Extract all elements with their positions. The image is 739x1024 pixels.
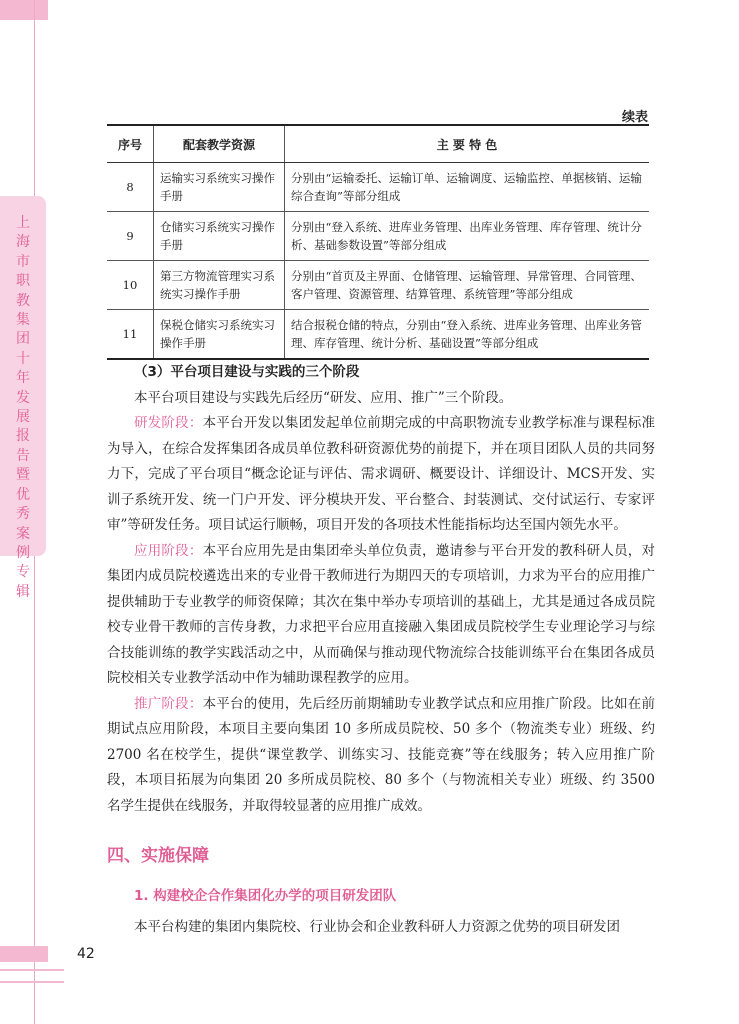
subsection-heading: 1. 构建校企合作集团化办学的项目研发团队 bbox=[134, 888, 397, 904]
row-resource: 第三方物流管理实习系统实习操作手册 bbox=[154, 261, 285, 310]
top-decor-bar bbox=[0, 0, 48, 20]
stage-label: 应用阶段： bbox=[134, 542, 203, 559]
row-features: 结合报税仓储的特点，分别由“登入系统、进库业务管理、出库业务管理、库存管理、统计分析、基础设置”等部分组成 bbox=[285, 310, 650, 360]
section-intro: 本平台项目建设与实践先后经历“研发、应用、推广”三个阶段。 bbox=[134, 389, 513, 406]
main-content bbox=[107, 360, 655, 941]
resource-table bbox=[107, 124, 649, 360]
paragraph-research bbox=[107, 411, 655, 539]
continuation-label: 续表 bbox=[621, 110, 648, 125]
table-row bbox=[107, 163, 649, 212]
stage-label: 推广阶段： bbox=[134, 695, 203, 712]
header-resource: 配套教学资源 bbox=[154, 125, 285, 163]
bottom-decor-rule bbox=[0, 981, 64, 983]
header-number: 序号 bbox=[107, 125, 154, 163]
stage-text: 本平台的使用，先后经历前期辅助专业教学试点和应用推广阶段。比如在前期试点应用阶段，本项目主要向集团 10 多所成员院校、50 多个（物流类专业）班级、约 2700 名在校学生，提供“课堂教学、训练实习、技能竞赛”等在线服务；转入应用推广阶段，本项目拓展为向集团 20 多所成员院校、80 多个（与物流相关专业）班级、约 3500 名学生提供在线服务，并取得较显著的应用推广成效。 bbox=[107, 695, 656, 814]
table-row bbox=[107, 212, 649, 261]
row-number: 8 bbox=[107, 163, 154, 212]
paragraph-promotion bbox=[107, 692, 655, 820]
chapter-heading: 四、实施保障 bbox=[107, 846, 209, 866]
section-heading: （3）平台项目建设与实践的三个阶段 bbox=[134, 364, 360, 380]
bottom-decor-rule bbox=[0, 969, 64, 971]
row-resource: 运输实习系统实习操作手册 bbox=[154, 163, 285, 212]
header-features: 主 要 特 色 bbox=[285, 125, 650, 163]
row-features: 分别由“运输委托、运输订单、运输调度、运输监控、单据核销、运输综合查询”等部分组成 bbox=[285, 163, 650, 212]
table-row bbox=[107, 310, 649, 360]
paragraph-team: 本平台构建的集团内集院校、行业协会和企业教科研人力资源之优势的项目研发团 bbox=[134, 919, 620, 935]
stage-text: 本平台开发以集团发起单位前期完成的中高职物流专业教学标准与课程标准为导入，在综合发挥集团各成员单位教科研资源优势的前提下，并在项目团队人员的共同努力下，完成了平台项目“概念论证与评估、需求调研、概要设计、详细设计、MCS开发、实训子系统开发、统一门户开发、评分模块开发、平台整合、封装测试、交付试运行、专家评审”等研发任务。项目试运行顺畅，项目开发的各项技术性能指标均达至国内领先水平。 bbox=[107, 415, 656, 533]
sidebar-title: 上海市职教集团十年发展报告暨优秀案例专辑 bbox=[16, 215, 30, 600]
row-number: 9 bbox=[107, 212, 154, 261]
row-number: 11 bbox=[107, 310, 154, 360]
row-resource: 仓储实习系统实习操作手册 bbox=[154, 212, 285, 261]
paragraph-application bbox=[107, 539, 655, 692]
row-resource: 保税仓储实习系统实习操作手册 bbox=[154, 310, 285, 360]
row-features: 分别由“登入系统、进库业务管理、出库业务管理、库存管理、统计分析、基础参数设置”等部分组成 bbox=[285, 212, 650, 261]
bottom-decor-bar bbox=[0, 946, 48, 962]
row-number: 10 bbox=[107, 261, 154, 310]
table-row bbox=[107, 261, 649, 310]
row-features: 分别由“首页及主界面、仓储管理、运输管理、异常管理、合同管理、客户管理、资源管理、结算管理、系统管理”等部分组成 bbox=[285, 261, 650, 310]
stage-text: 本平台应用先是由集团牵头单位负责，邀请参与平台开发的教科研人员，对集团内成员院校遴选出来的专业骨干教师进行为期四天的专项培训，力求为平台的应用推广提供辅助于专业教学的师资保障；其次在集中举办专项培训的基础上，尤其是通过各成员院校专业骨干教师的言传身教，力求把平台应用直接融入集团成员院校学生专业理论学习与综合技能训练的教学实践活动之中，从而确保与推动现代物流综合技能训练平台在集团各成员院校相关专业教学活动中作为辅助课程教学的应用。 bbox=[107, 542, 656, 686]
page-number: 42 bbox=[77, 946, 95, 962]
table-header-row bbox=[107, 125, 649, 163]
stage-label: 研发阶段： bbox=[134, 415, 203, 431]
